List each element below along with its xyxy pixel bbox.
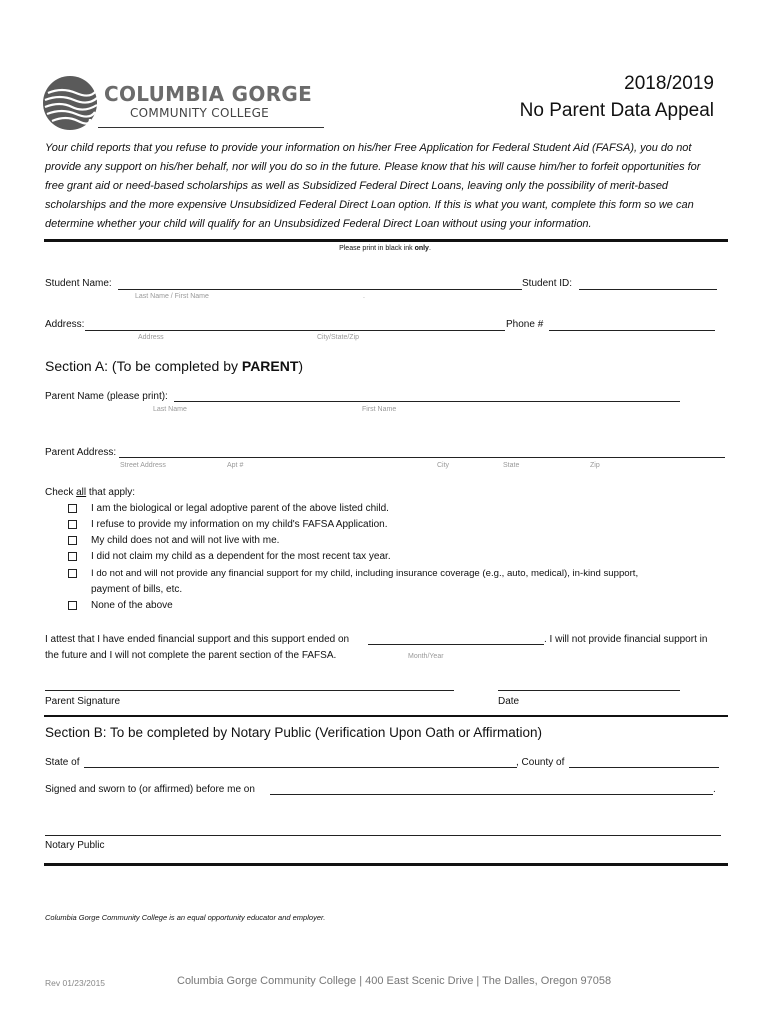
apt-hint: Apt # <box>227 462 244 469</box>
checkbox-biological-parent[interactable] <box>68 504 77 513</box>
check-label: I do not and will not provide any financial support for my child, including insurance coverage (e.g., auto, medical), in-kind support, <box>91 568 639 579</box>
sworn-end: . <box>713 784 716 795</box>
intro-line: determine whether your child will qualify for an Unsubsidized Federal Direct Loan without using your information. <box>45 218 592 230</box>
divider <box>44 863 728 866</box>
attest-text-a: I attest that I have ended financial support and this support ended on <box>45 634 350 645</box>
state-field[interactable] <box>84 767 517 768</box>
logo-underline <box>98 127 324 128</box>
checkbox-no-support[interactable] <box>68 569 77 578</box>
student-id-label: Student ID: <box>522 278 573 289</box>
attest-text-2: the future and I will not complete the parent section of the FAFSA. <box>45 650 337 661</box>
parent-address-field[interactable] <box>119 457 725 458</box>
notary-signature-field[interactable] <box>45 835 721 836</box>
footer-address: Columbia Gorge Community College | 400 East Scenic Drive | The Dalles, Oregon 97058 <box>177 975 612 987</box>
date-label: Date <box>498 696 520 707</box>
print-note: Please print in black ink only. <box>339 245 431 252</box>
divider <box>44 715 728 717</box>
street-hint: Street Address <box>120 462 166 469</box>
intro-line: scholarships and the more expensive Unsubsidized Federal Direct Loan option. If this is what you want, complete this form so we can <box>45 199 694 211</box>
checkbox-refuse-info[interactable] <box>68 520 77 529</box>
sworn-label: Signed and sworn to (or affirmed) before me on <box>45 784 255 795</box>
city-hint: City <box>437 462 450 469</box>
revision-date: Rev 01/23/2015 <box>45 978 106 988</box>
phone-field[interactable] <box>549 330 715 331</box>
parent-signature-field[interactable] <box>45 690 454 691</box>
parent-name-label: Parent Name (please print): <box>45 391 168 402</box>
state-hint: State <box>503 462 520 469</box>
notary-public-label: Notary Public <box>45 840 105 851</box>
checkbox-none[interactable] <box>68 601 77 610</box>
date-field[interactable] <box>498 690 680 691</box>
eoe-statement: Columbia Gorge Community College is an equal opportunity educator and employer. <box>45 913 326 922</box>
section-b-title: Section B: To be completed by Notary Public (Verification Upon Oath or Affirmation) <box>45 725 543 740</box>
county-field[interactable] <box>569 767 719 768</box>
check-label: I did not claim my child as a dependent for the most recent tax year. <box>91 551 391 562</box>
divider <box>44 239 728 242</box>
intro-paragraph <box>45 139 745 234</box>
section-a-title: Section A: (To be completed by PARENT) <box>45 358 304 374</box>
logo-subtitle: COMMUNITY COLLEGE <box>130 106 270 120</box>
logo-title: COLUMBIA GORGE <box>104 82 313 106</box>
check-label: I refuse to provide my information on my child's FAFSA Application. <box>91 519 388 530</box>
phone-label: Phone # <box>506 319 544 330</box>
address-label: Address: <box>45 319 85 330</box>
form-year: 2018/2019 <box>624 73 714 94</box>
city-state-zip-hint: City/State/Zip <box>317 334 360 341</box>
logo-emblem-icon <box>42 75 98 131</box>
student-name-label: Student Name: <box>45 278 112 289</box>
state-label: State of <box>45 757 80 768</box>
attest-text-b: . I will not provide financial support in <box>544 634 708 645</box>
last-name-hint: Last Name <box>153 406 187 413</box>
check-label-continued: payment of bills, etc. <box>91 584 183 595</box>
zip-hint: Zip <box>590 462 600 469</box>
check-all-label: Check all that apply: <box>45 487 136 498</box>
intro-line: Your child reports that you refuse to provide your information on his/her Free Application for Federal Student Aid (FAFSA), you do not <box>45 142 692 154</box>
check-label: My child does not and will not live with me. <box>91 535 280 546</box>
county-label: , County of <box>516 757 565 768</box>
intro-line: free grant aid or need-based scholarships as well as Subsidized Federal Direct Loans, leaving only the possibility of merit-based <box>45 180 669 192</box>
student-name-field[interactable] <box>118 289 522 290</box>
college-logo <box>42 75 98 131</box>
month-year-hint: Month/Year <box>408 653 444 660</box>
parent-signature-label: Parent Signature <box>45 696 121 707</box>
checkbox-not-dependent[interactable] <box>68 552 77 561</box>
student-name-hint-dot: . <box>363 293 365 300</box>
check-label: I am the biological or legal adoptive parent of the above listed child. <box>91 503 389 514</box>
check-label: None of the above <box>91 600 173 611</box>
parent-name-field[interactable] <box>174 401 680 402</box>
sworn-date-field[interactable] <box>270 794 713 795</box>
address-hint: Address <box>138 334 164 341</box>
student-id-field[interactable] <box>579 289 717 290</box>
checkbox-not-live[interactable] <box>68 536 77 545</box>
student-name-hint: Last Name / First Name <box>135 293 209 300</box>
intro-line: provide any support on his/her behalf, nor will you do so in the future. Please know that his will cause him/her to forfeit opportunities for <box>45 161 701 173</box>
form-title: No Parent Data Appeal <box>519 100 714 121</box>
support-end-date-field[interactable] <box>368 644 544 645</box>
first-name-hint: First Name <box>362 406 397 413</box>
parent-address-label: Parent Address: <box>45 447 117 458</box>
address-field[interactable] <box>85 330 505 331</box>
